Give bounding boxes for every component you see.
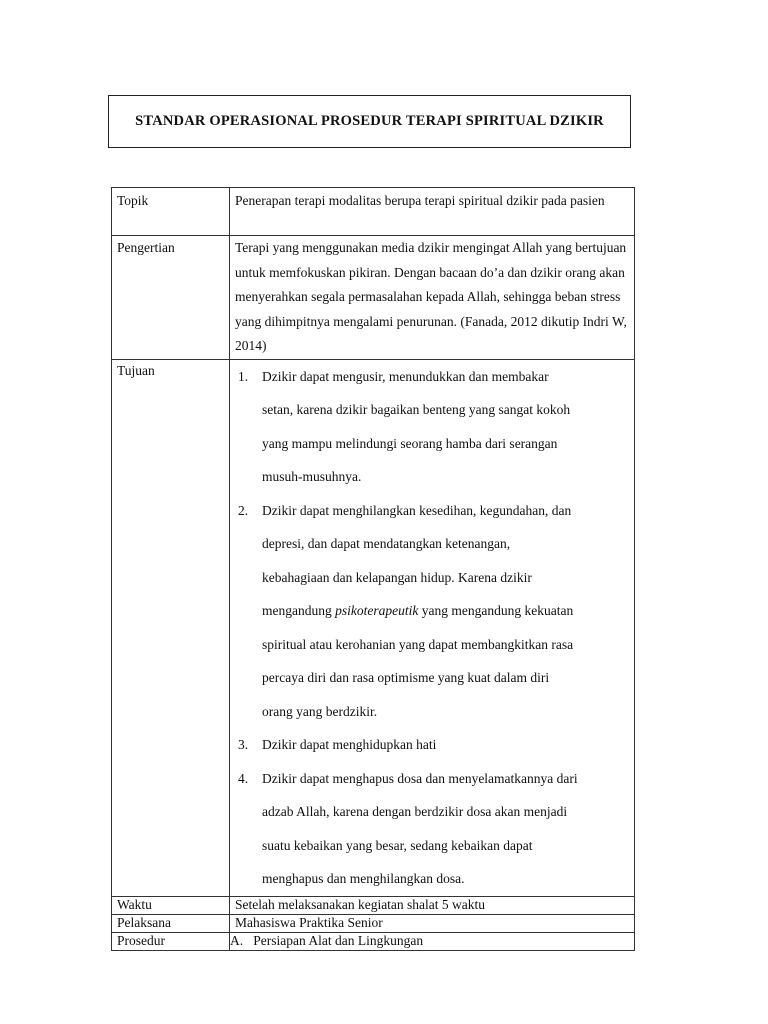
list-item [235,494,629,729]
text-line: musuh-musuhnya. [262,469,362,484]
list-item [235,360,629,494]
content-pengertian [230,236,635,360]
content-topik [230,188,635,236]
content-prosedur: A. Persiapan Alat dan Lingkungan [230,932,635,950]
text-line: spiritual atau kerohanian yang dapat membangkitkan rasa [262,636,574,652]
list-item [235,762,629,896]
list-number: 2. [238,502,249,518]
text-line: kebahagiaan dan kelapangan hidup. Karena dzikir [262,569,532,585]
text-line: kepada Allah, sehingga beban stress yang dihimpitnya [235,289,621,329]
tujuan-list [235,360,629,896]
text-line-mixed [262,594,629,628]
text-line: depresi, dan dapat mendatangkan ketenangan, [262,536,511,551]
text-line: Dzikir dapat menghidupkan hati [262,737,437,752]
text-line: Terapi yang menggunakan media dzikir mengingat Allah yang [235,240,572,255]
text-line: dan dzikir orang akan menyerahkan segala permasalahan [235,264,625,304]
label-topik: Topik [112,188,230,236]
text-line: percaya diri dan rasa optimisme yang kuat dalam diri [262,670,550,685]
text-line: pasien [570,193,605,208]
table-row-pengertian [112,236,635,360]
list-number: 3. [238,737,249,752]
list-number: 1. [238,368,249,384]
sop-table [111,187,635,951]
text-line: yang mampu melindungi seorang hamba dari serangan [262,435,558,451]
document-title: STANDAR OPERASIONAL PROSEDUR TERAPI SPIRITUAL DZIKIR [135,113,604,129]
label-tujuan: Tujuan [112,359,230,896]
label-waktu: Waktu [112,896,230,914]
text-line: setan, karena dzikir bagaikan benteng yang sangat kokoh [262,402,571,417]
table-row-prosedur [112,932,635,950]
table-row-topik [112,188,635,236]
italic-term: psikoterapeutik [335,603,419,618]
text-fragment: yang mengandung kekuatan [418,603,574,618]
text-line: mengalami penurunan. (Fanada, 2012 dikutip Indri W, 2014) [235,313,627,353]
text-line: Dzikir dapat menghilangkan kesedihan, kegundahan, dan [262,502,572,518]
text-line: suatu kebaikan yang besar, sedang kebaikan dapat [262,837,533,853]
text-line: adzab Allah, karena dengan berdzikir dosa akan menjadi [262,804,568,819]
table-row-tujuan [112,359,635,896]
table-row-pelaksana [112,914,635,932]
title-box [108,95,631,148]
content-waktu: Setelah melaksanakan kegiatan shalat 5 waktu [230,896,635,914]
label-pengertian: Pengertian [112,236,230,360]
label-prosedur: Prosedur [112,932,230,950]
text-line: orang yang berdzikir. [262,703,378,719]
text-line: menghapus dan menghilangkan dosa. [262,871,465,886]
text-fragment: mengandung [262,603,336,618]
list-number: 4. [238,770,249,786]
content-tujuan [230,359,635,896]
list-item [235,728,629,762]
text-line: Dzikir dapat mengusir, menundukkan dan membakar [262,368,549,384]
text-line: Penerapan terapi modalitas berupa terapi spiritual dzikir pada [235,193,567,208]
text-line: bertujuan untuk memfokuskan pikiran. Dengan bacaan do’a [235,240,627,280]
text-line: Dzikir dapat menghapus dosa dan menyelamatkannya dari [262,770,578,786]
label-pelaksana: Pelaksana [112,914,230,932]
table-row-waktu [112,896,635,914]
content-pelaksana: Mahasiswa Praktika Senior [230,914,635,932]
